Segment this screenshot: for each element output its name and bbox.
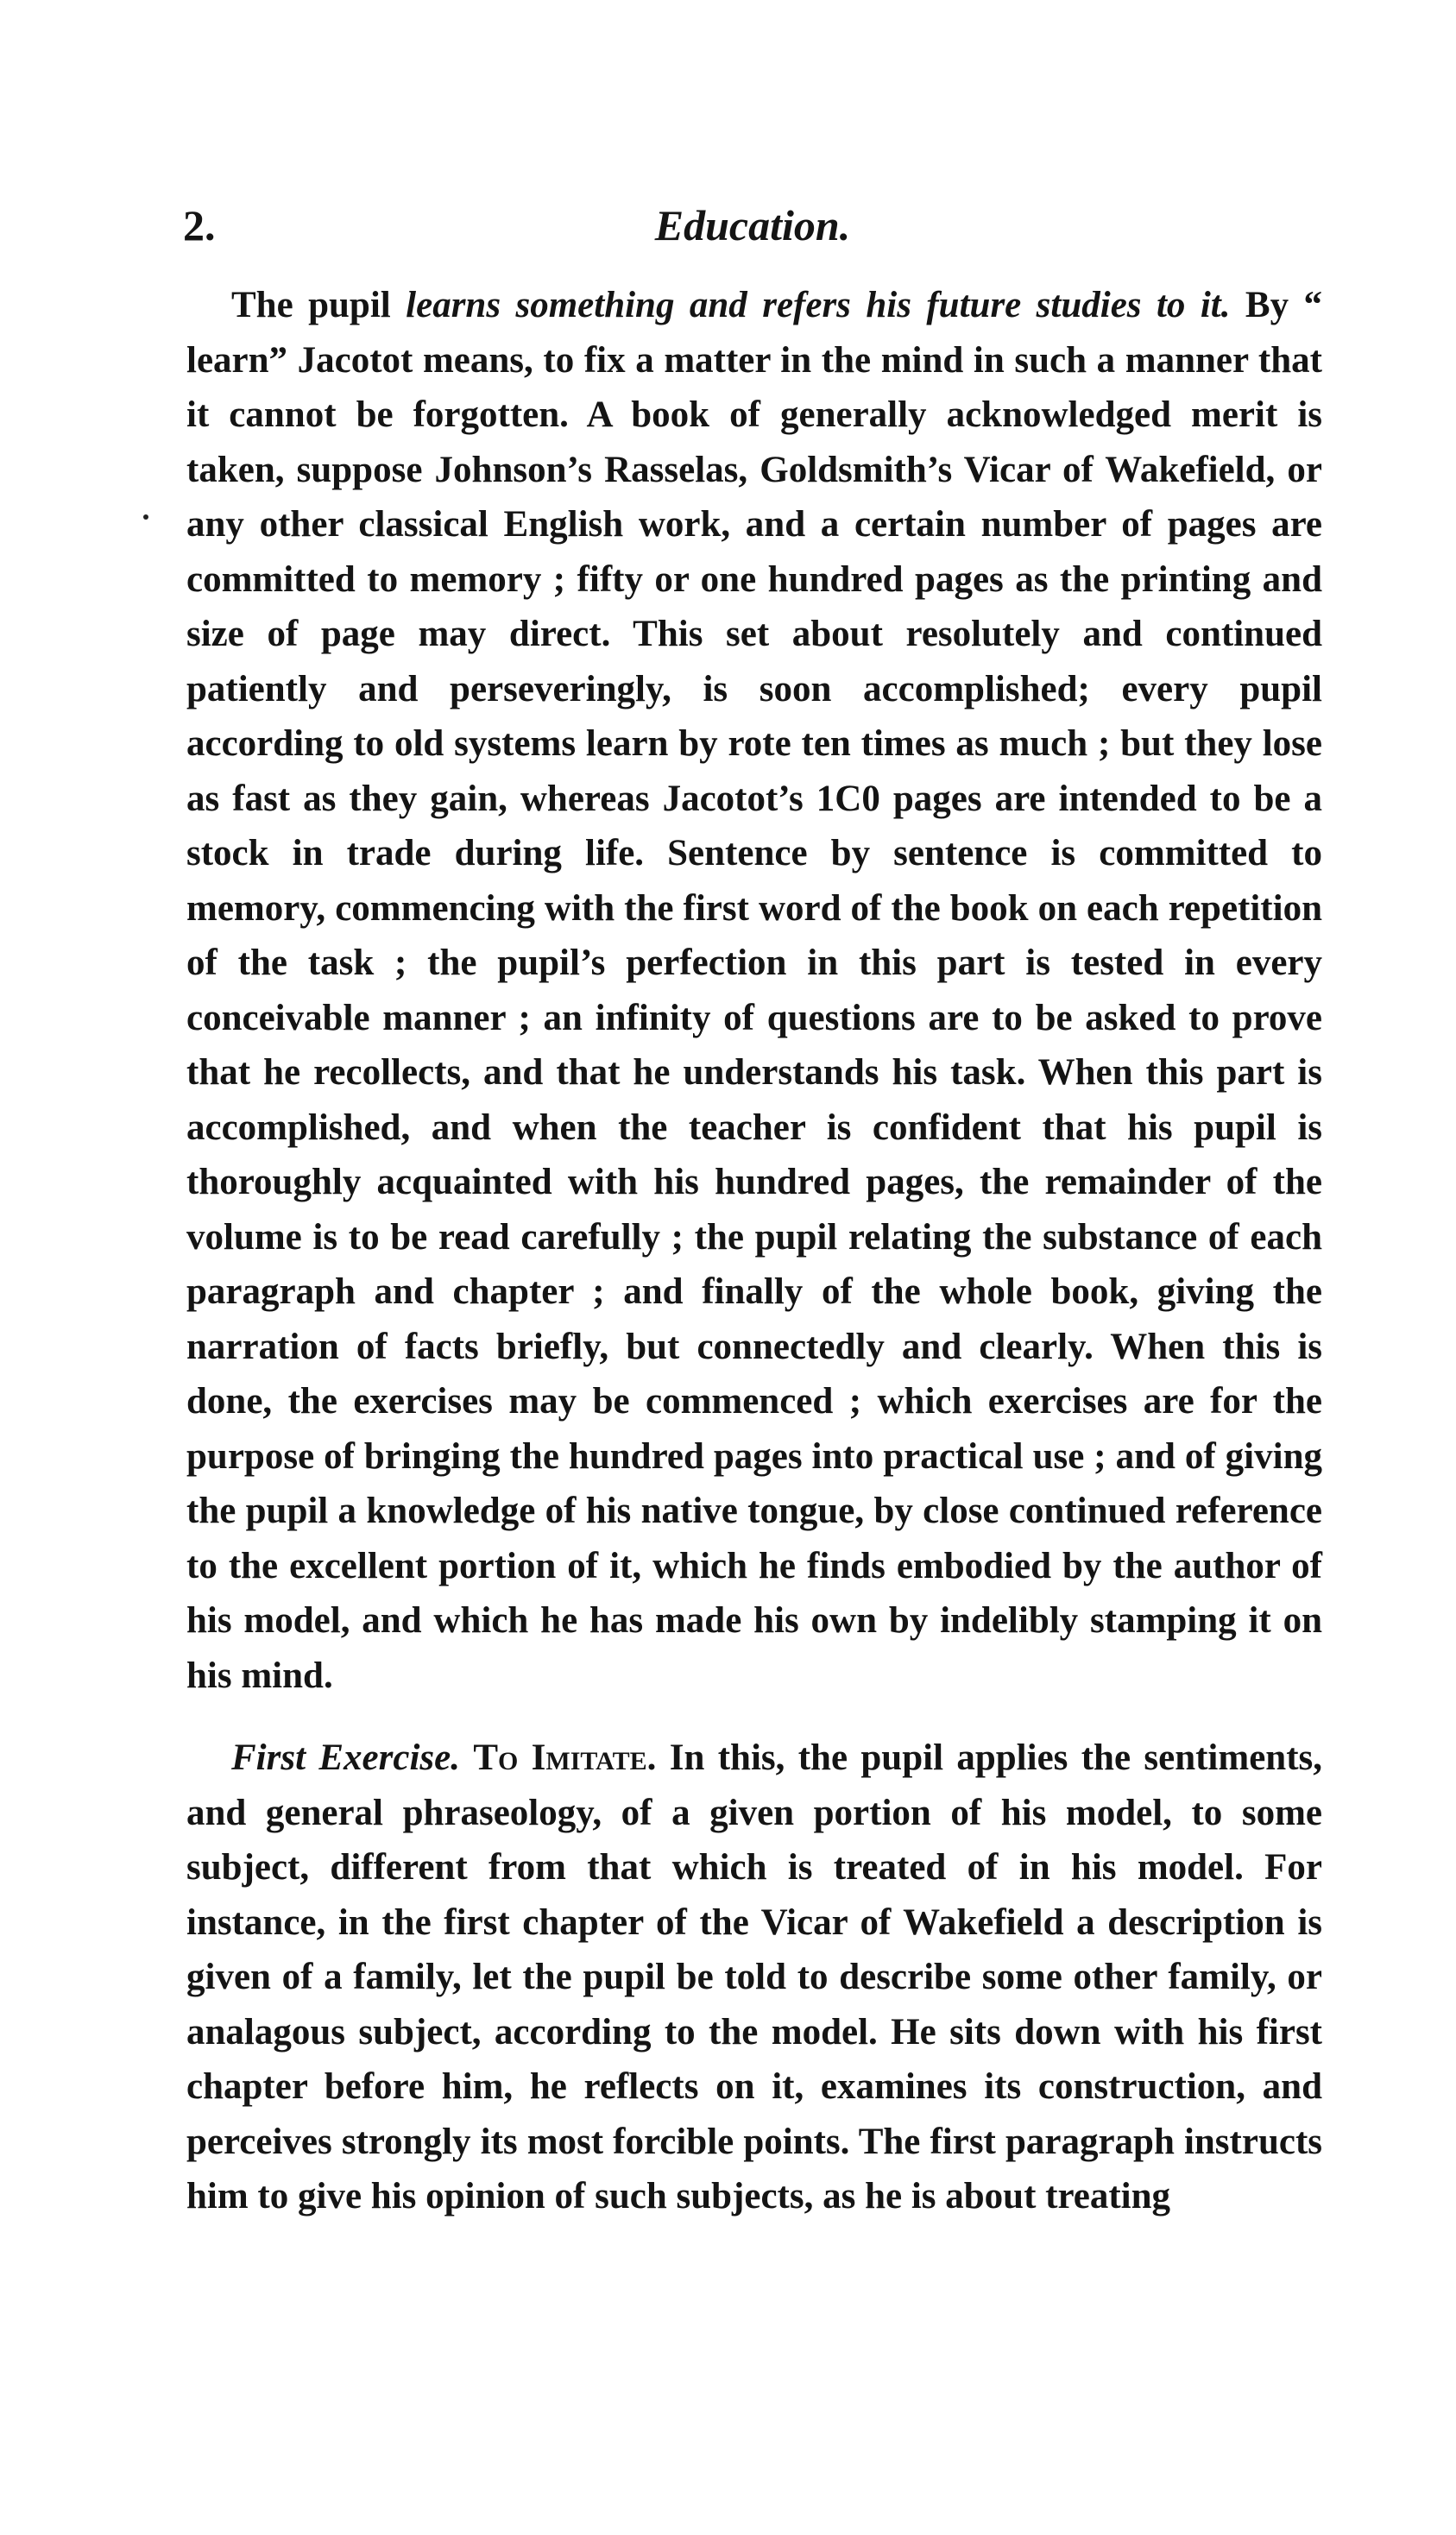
page-number: 2. [183, 201, 216, 249]
paragraph-1-lead: The pupil [231, 285, 407, 325]
paragraph-first-exercise [186, 1731, 1322, 2224]
body-text [186, 278, 1322, 2224]
paragraph-2-body: In this, the pupil applies the sentiments, and general phraseology, of a given portion of his model, to some subject, different from that which is treated of in his model. For instance, in the first chapter of the Vicar of Wakefield a description is given of a family, let the pupil be told to describe some other family, or analagous subject, according to the model. He sits down with his first chapter before him, he reflects on it, examines its construction, and perceives strongly its most forcible points. The first paragraph instructs him to give his opinion of such subjects, as he is about treating [186, 1737, 1323, 2217]
margin-dot [143, 514, 148, 520]
paragraph-learning-method [186, 278, 1322, 1703]
paragraph-1-italic-phrase: learns something and refers his future studies to it. [406, 285, 1231, 325]
to-imitate-heading: To Imitate. [473, 1737, 657, 1778]
first-exercise-heading: First Exercise. [231, 1737, 460, 1778]
running-head [183, 200, 1322, 261]
paragraph-1-body: By “ learn” Jacotot means, to fix a matter in the mind in such a manner that it cannot be forgotten. A book of generally acknowledged merit is taken, suppose Johnson’s Rasselas, Goldsmith’s Vicar of Wakefield, or any other classical English work, and a certain number of pages are committed to memory ; fifty or one hundred pages as the printing and size of page may direct. This set about resolutely and continued patiently and perseveringly, is soon accomplished; every pupil according to old systems learn by rote ten times as much ; but they lose as fast as they gain, whereas Jacotot’s 1C0 pages are intended to be a stock in trade during life. Sentence by sentence is committed to memory, commencing with the first word of the book on each repetition of the task ; the pupil’s perfection in this part is tested in every conceivable manner ; an infinity of questions are to be asked to prove that he recollects, and that he understands his task. When this part is accomplished, and when the teacher is confident that his pupil is thoroughly acquainted with his hundred pages, the remainder of the volume is to be read carefully ; the pupil relating the substance of each paragraph and chapter ; and finally of the whole book, giving the narration of facts briefly, but connectedly and clearly. When this is done, the exercises may be commenced ; which exercises are for the purpose of bringing the hundred pages into practical use ; and of giving the pupil a knowledge of his native tongue, by close continued reference to the excellent portion of it, which he finds embodied by the author of his model, and which he has made his own by indelibly stamping it on his mind. [186, 285, 1322, 1696]
running-title: Education. [654, 201, 851, 249]
